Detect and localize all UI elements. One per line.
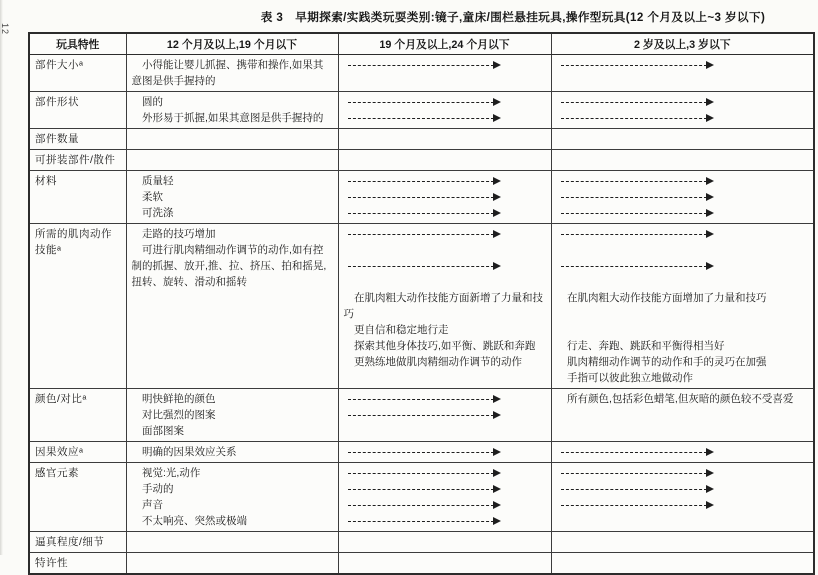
row-label: 逼真程度/细节 [35,536,105,548]
continuation-arrow [348,407,546,423]
toy-characteristics-table [28,32,815,575]
age-column-cell [126,129,338,150]
table-row [29,553,814,575]
arrow-head-icon [493,193,501,201]
continuation-arrow [561,110,809,126]
cell-text-line: 手动的 [142,483,174,495]
cell-text-line: 外形易于抓握,如果其意图是供手握持的 [142,112,324,124]
continuation-arrow [561,258,809,274]
arrow-dash-line [348,452,494,453]
cell-text-line: 手指可以彼此独立地做动作 [567,372,693,384]
row-label-cell [29,55,126,92]
continuation-arrow [348,57,546,73]
cell-text-line: 可进行肌肉精细动作调节的动作,如有控制的抓握、放开,推、拉、挤压、拍和摇晃,扭转、旋转、滑动和摇转 [131,244,327,288]
continuation-arrow [348,391,546,407]
age-column-cell [338,463,551,532]
column-header-19-24-months: 19 个月及以上,24 个月以下 [338,33,551,55]
age-column-cell [551,171,814,224]
continuation-arrow [561,497,809,513]
row-label-cell [29,532,126,553]
arrow-dash-line [348,399,494,400]
arrow-head-icon [493,517,501,525]
margin-page-number: 12 [0,22,11,36]
arrow-dash-line [348,505,494,506]
arrow-head-icon [706,98,714,106]
spacer [557,242,809,258]
cell-text-line: 小得能让婴儿抓握、携带和操作,如果其意图是供手握持的 [131,59,324,87]
row-label-cell [29,171,126,224]
arrow-dash-line [561,452,707,453]
continuation-arrow [561,205,809,221]
row-label: 部件形状 [35,96,79,108]
cell-text-line: 明快鲜艳的颜色 [142,393,216,405]
age-column-cell [338,553,551,575]
row-label: 材料 [35,175,57,187]
row-label-cell [29,129,126,150]
row-label-cell [29,553,126,575]
age-column-cell [338,532,551,553]
arrow-head-icon [493,61,501,69]
arrow-dash-line [348,102,494,103]
arrow-head-icon [493,501,501,509]
arrow-head-icon [493,485,501,493]
row-label: 颜色/对比ᵃ [35,393,87,405]
cell-text-line: 更熟练地做肌肉精细动作调节的动作 [354,356,522,368]
arrow-dash-line [561,473,707,474]
spacer [557,306,809,322]
row-label: 特许性 [35,557,68,569]
table-row [29,171,814,224]
arrow-dash-line [348,234,494,235]
age-column-cell [551,463,814,532]
arrow-head-icon [706,469,714,477]
arrow-head-icon [706,262,714,270]
age-column-cell [126,224,338,389]
table-row [29,532,814,553]
age-column-cell [338,55,551,92]
table-row [29,150,814,171]
continuation-arrow [348,481,546,497]
continuation-arrow [348,465,546,481]
scan-edge-shadow [0,0,3,555]
cell-text-line: 质量轻 [142,175,174,187]
arrow-dash-line [561,505,707,506]
arrow-dash-line [348,415,494,416]
table-row [29,389,814,442]
arrow-dash-line [348,118,494,119]
table-header-row [29,33,814,55]
arrow-head-icon [493,177,501,185]
row-label-cell [29,92,126,129]
arrow-head-icon [493,395,501,403]
spacer [344,274,546,290]
age-column-cell [551,532,814,553]
continuation-arrow [561,57,809,73]
table-row [29,92,814,129]
age-column-cell [338,389,551,442]
table-row [29,55,814,92]
cell-text-line: 所有颜色,包括彩色蜡笔,但灰暗的颜色较不受喜爱 [567,393,794,405]
arrow-dash-line [561,102,707,103]
age-column-cell [126,463,338,532]
arrow-head-icon [706,485,714,493]
arrow-dash-line [561,489,707,490]
age-column-cell [551,389,814,442]
age-column-cell [551,224,814,389]
row-label-cell [29,224,126,389]
arrow-head-icon [493,98,501,106]
arrow-dash-line [561,234,707,235]
continuation-arrow [348,189,546,205]
row-label-cell [29,150,126,171]
age-column-cell [551,55,814,92]
age-column-cell [338,224,551,389]
continuation-arrow [561,173,809,189]
spacer [557,322,809,338]
arrow-head-icon [706,448,714,456]
column-header-12-19-months: 12 个月及以上,19 个月以下 [126,33,338,55]
spacer [344,242,546,258]
continuation-arrow [561,94,809,110]
row-label: 所需的肌肉动作技能ᵃ [35,228,112,256]
age-column-cell [126,532,338,553]
cell-text-line: 声音 [142,499,163,511]
arrow-dash-line [348,65,494,66]
continuation-arrow [348,110,546,126]
continuation-arrow [348,444,546,460]
cell-text-line: 探索其他身体技巧,如平衡、跳跃和奔跑 [354,340,536,352]
age-column-cell [126,442,338,463]
row-label: 部件大小ᵃ [35,59,84,71]
arrow-head-icon [706,61,714,69]
continuation-arrow [561,465,809,481]
cell-text-line: 可洗涤 [142,207,174,219]
cell-text-line: 圆的 [142,96,163,108]
continuation-arrow [561,444,809,460]
cell-text-line: 行走、奔跑、跳跃和平衡得相当好 [567,340,725,352]
continuation-arrow [348,497,546,513]
arrow-dash-line [348,213,494,214]
row-label-cell [29,463,126,532]
arrow-head-icon [706,501,714,509]
arrow-dash-line [561,65,707,66]
arrow-dash-line [348,181,494,182]
table-row [29,129,814,150]
continuation-arrow [561,481,809,497]
cell-text-line: 走路的技巧增加 [142,228,216,240]
column-header-2-3-years: 2 岁及以上,3 岁以下 [551,33,814,55]
row-label: 部件数量 [35,133,79,145]
continuation-arrow [348,173,546,189]
continuation-arrow [561,226,809,242]
continuation-arrow [348,513,546,529]
spacer [557,274,809,290]
continuation-arrow [348,94,546,110]
continuation-arrow [561,189,809,205]
cell-text-line: 不太响亮、突然或极端 [142,515,247,527]
row-label: 可拼装部件/散件 [35,154,116,166]
arrow-dash-line [561,197,707,198]
age-column-cell [338,442,551,463]
arrow-dash-line [561,118,707,119]
arrow-head-icon [706,209,714,217]
table-body [29,55,814,575]
row-label-cell [29,389,126,442]
age-column-cell [126,389,338,442]
arrow-dash-line [348,473,494,474]
arrow-head-icon [493,411,501,419]
cell-text-line: 面部图案 [142,425,184,437]
row-label: 因果效应ᵃ [35,446,84,458]
age-column-cell [551,129,814,150]
arrow-head-icon [493,448,501,456]
continuation-arrow [348,226,546,242]
cell-text-line: 对比强烈的图案 [142,409,216,421]
cell-text-line: 明确的因果效应关系 [142,446,237,458]
arrow-dash-line [348,521,494,522]
arrow-dash-line [561,181,707,182]
arrow-dash-line [561,266,707,267]
age-column-cell [551,92,814,129]
arrow-dash-line [348,197,494,198]
age-column-cell [338,171,551,224]
age-column-cell [551,150,814,171]
age-column-cell [551,442,814,463]
arrow-dash-line [348,266,494,267]
row-label: 感官元素 [35,467,79,479]
table-row [29,224,814,389]
arrow-head-icon [706,230,714,238]
cell-text-line: 在肌肉粗大动作技能方面增加了力量和技巧 [567,292,767,304]
arrow-head-icon [706,193,714,201]
age-column-cell [126,92,338,129]
age-column-cell [126,150,338,171]
age-column-cell [338,92,551,129]
arrow-head-icon [493,114,501,122]
age-column-cell [338,129,551,150]
cell-text-line: 更自信和稳定地行走 [354,324,449,336]
age-column-cell [126,553,338,575]
arrow-dash-line [348,489,494,490]
cell-text-line: 视觉:光,动作 [142,467,201,479]
age-column-cell [126,171,338,224]
age-column-cell [338,150,551,171]
cell-text-line: 在肌肉粗大动作技能方面新增了力量和技巧 [343,292,543,320]
age-column-cell [126,55,338,92]
arrow-head-icon [493,262,501,270]
arrow-head-icon [493,230,501,238]
arrow-dash-line [561,213,707,214]
arrow-head-icon [493,209,501,217]
row-label-cell [29,442,126,463]
arrow-head-icon [706,114,714,122]
age-column-cell [551,553,814,575]
continuation-arrow [348,258,546,274]
cell-text-line: 肌肉精细动作调节的动作和手的灵巧在加强 [567,356,767,368]
table-title: 表 3 早期探索/实践类玩耍类别:镜子,童床/围栏悬挂玩具,操作型玩具(12 个月及以上~3 岁以下) [260,11,766,24]
table-row [29,442,814,463]
arrow-head-icon [706,177,714,185]
continuation-arrow [348,205,546,221]
column-header-toy-characteristic: 玩具特性 [29,33,126,55]
table-row [29,463,814,532]
cell-text-line: 柔软 [142,191,163,203]
arrow-head-icon [493,469,501,477]
